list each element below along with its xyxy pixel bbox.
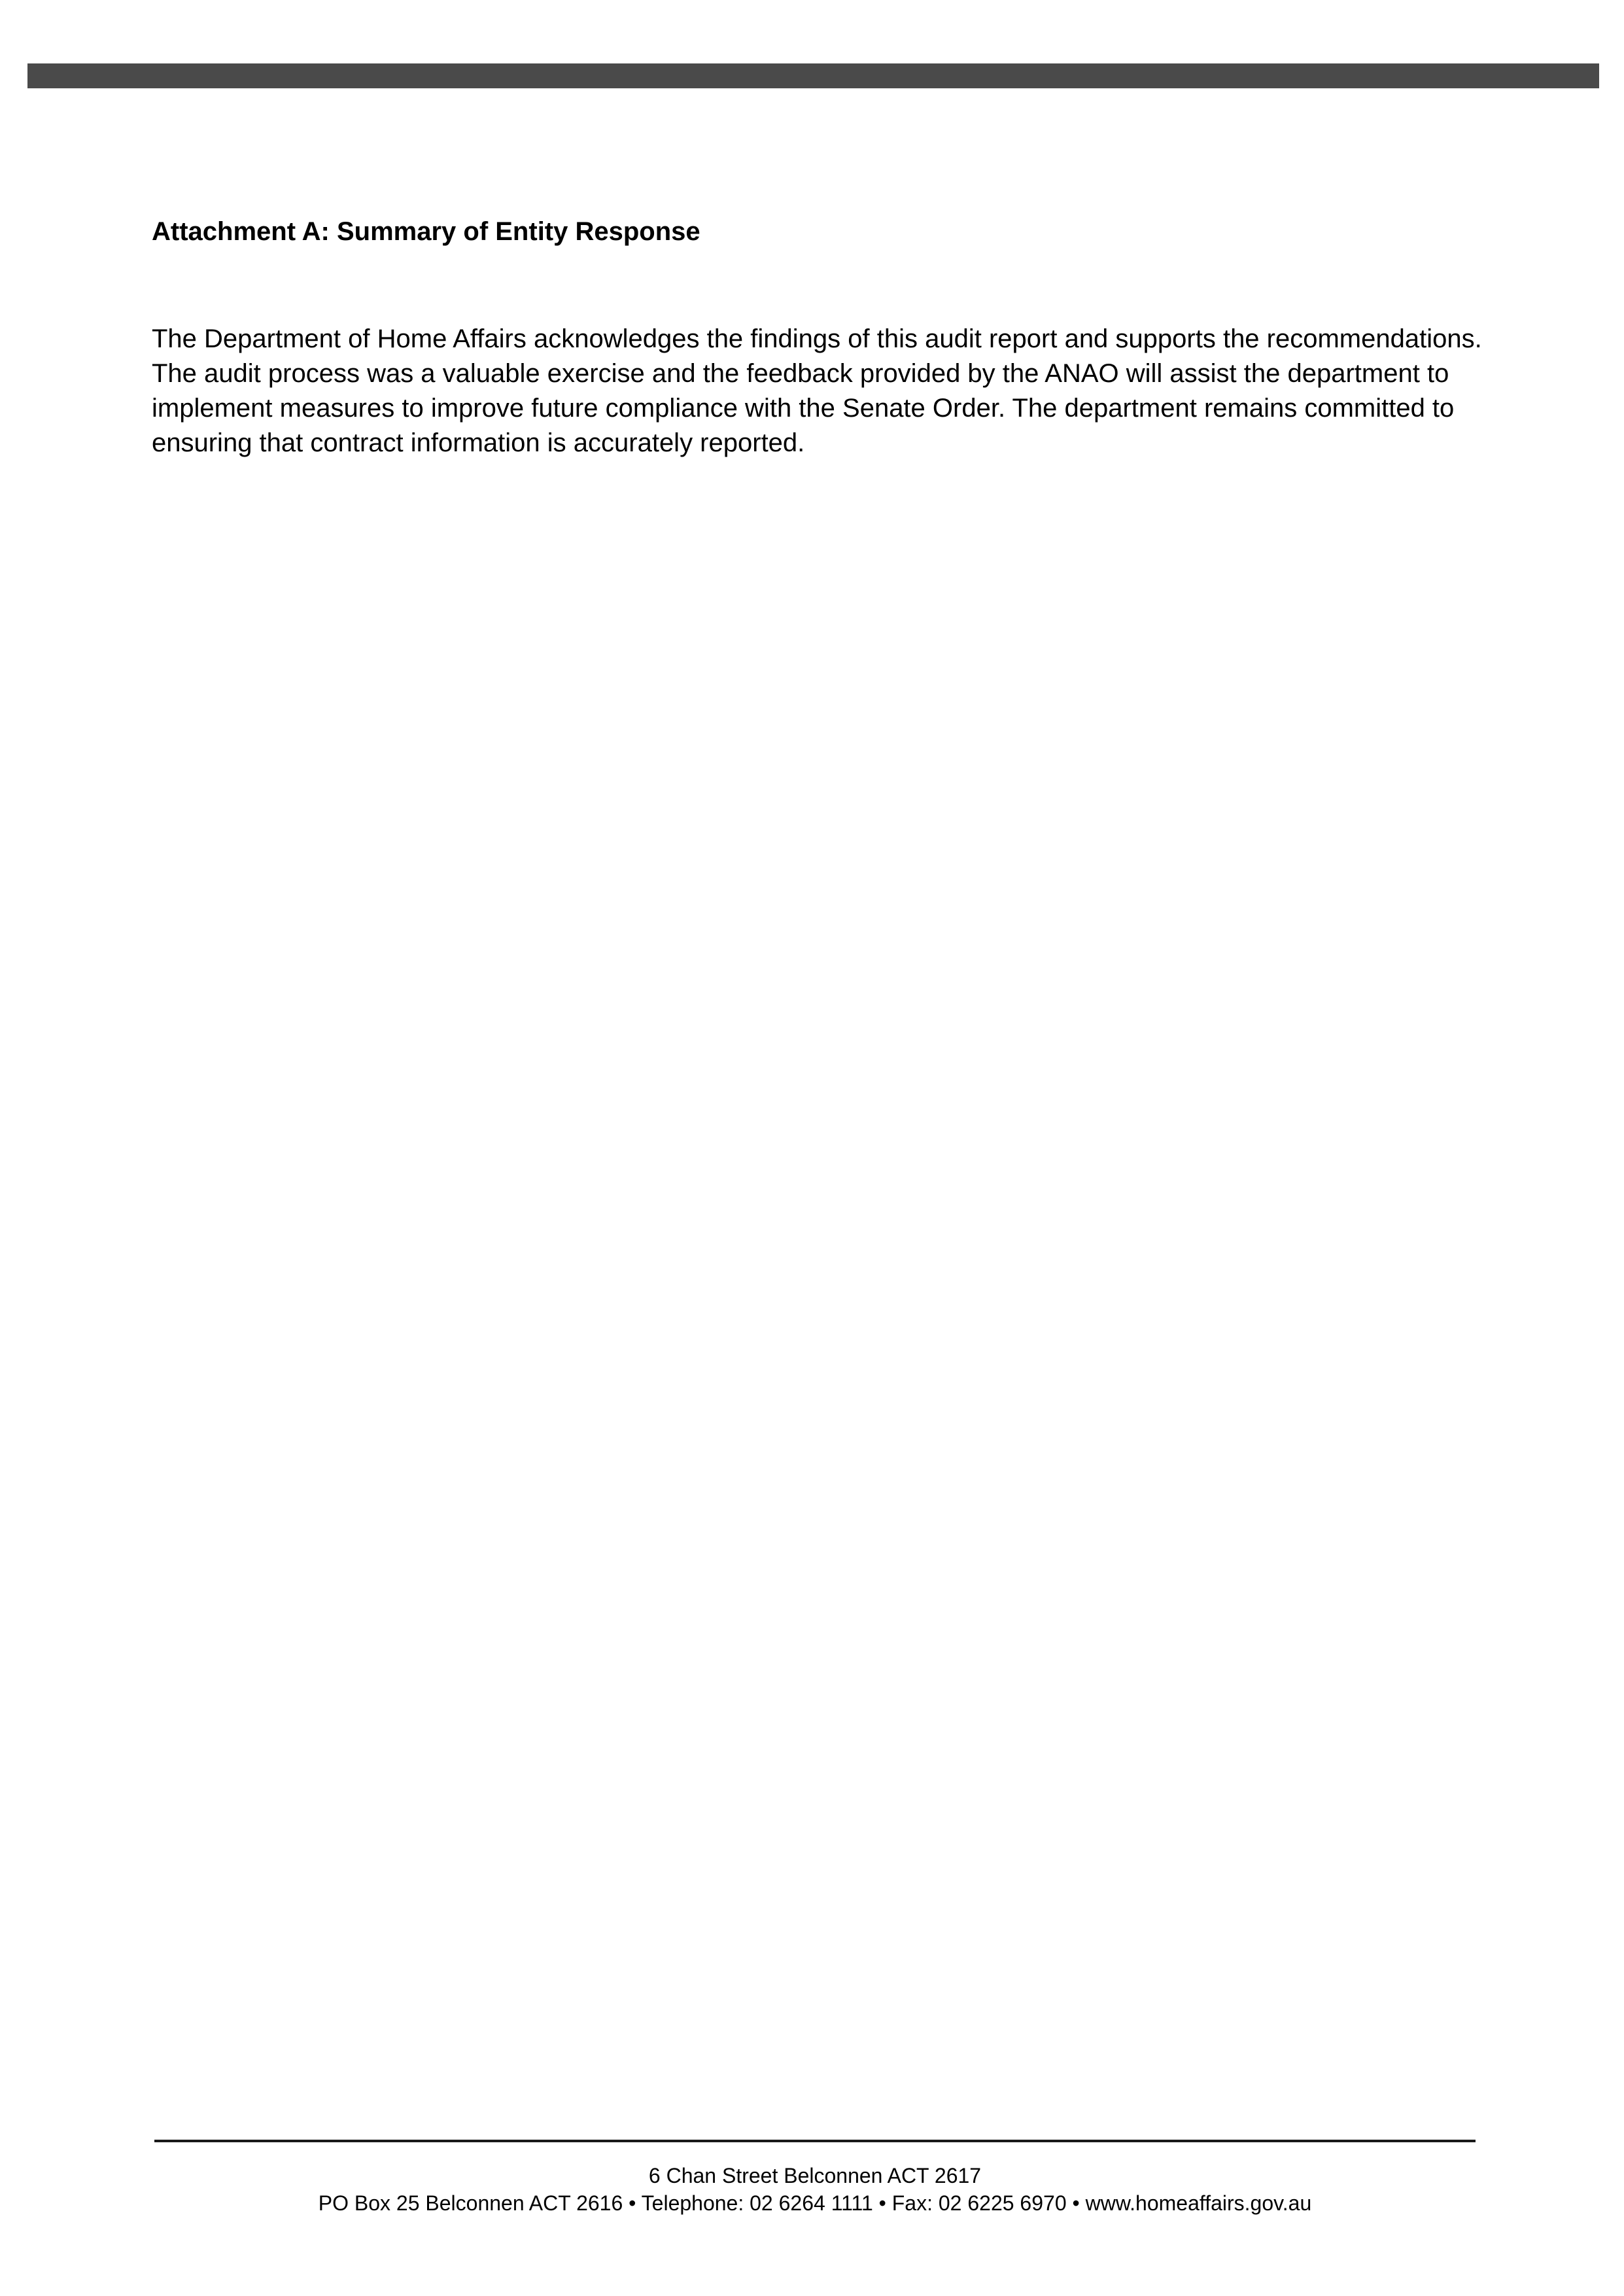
footer — [154, 2162, 1476, 2217]
page-title: Attachment A: Summary of Entity Response — [152, 217, 700, 246]
footer-contact: PO Box 25 Belconnen ACT 2616 • Telephone: 02 6264 1111 • Fax: 02 6225 6970 • www.homeaffairs.gov.au — [318, 2191, 1312, 2215]
response-paragraph: The Department of Home Affairs acknowledges the findings of this audit report and supports the recommendations. The audit process was a valuable exercise and the feedback provided by the ANAO will assist the department to implement measures to improve future compliance with the Senate Order. The department remains committed to ensuring that contract information is accurately reported. — [152, 324, 1482, 457]
footer-address: 6 Chan Street Belconnen ACT 2617 — [648, 2164, 982, 2187]
footer-divider — [154, 2140, 1476, 2142]
header-bar — [27, 63, 1599, 88]
